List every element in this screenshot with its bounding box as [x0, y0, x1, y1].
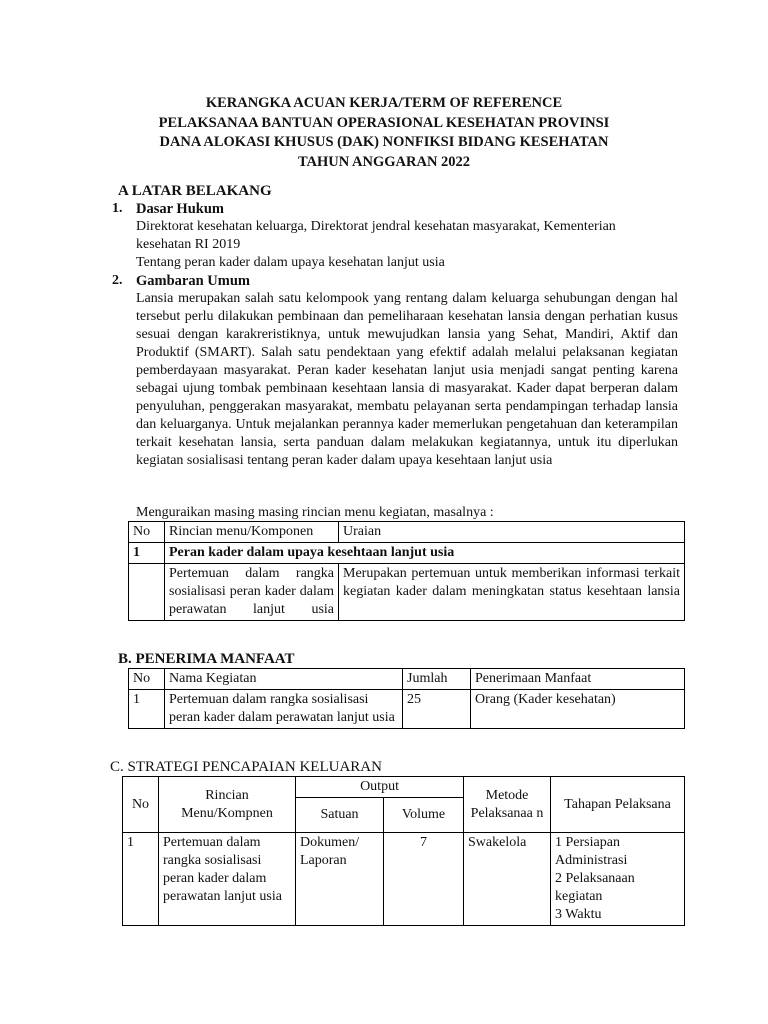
document-title — [0, 94, 768, 172]
item-2-heading: Gambaran Umum — [136, 273, 250, 289]
table-row — [129, 564, 685, 621]
header-no: No — [129, 669, 165, 690]
row-beneficiary: Orang (Kader kesehatan) — [471, 690, 685, 729]
table-row — [123, 833, 685, 926]
header-component: Rincian Menu/Kompnen — [159, 777, 296, 833]
header-activity: Nama Kegiatan — [165, 669, 403, 690]
item-1-number: 1. — [112, 201, 123, 216]
header-no: No — [129, 522, 165, 543]
table-group-row — [129, 543, 685, 564]
title-line-2: PELAKSANAA BANTUAN OPERASIONAL KESEHATAN PROVINSI — [158, 114, 610, 131]
item-1-heading: Dasar Hukum — [136, 201, 224, 217]
beneficiary-table — [128, 668, 685, 729]
table-header-row — [129, 522, 685, 543]
header-beneficiary: Penerimaan Manfaat — [471, 669, 685, 690]
row-activity: Pertemuan dalam rangka sosialisasi peran kader dalam perawatan lanjut usia — [165, 690, 403, 729]
title-line-1: KERANGKA ACUAN KERJA/TERM OF REFERENCE — [205, 95, 563, 111]
stage-line: 3 Waktu — [555, 907, 602, 922]
stage-line: 2 Pelaksanaan — [555, 871, 635, 886]
strategy-table — [122, 776, 685, 926]
legal-basis-line-1: Direktorat kesehatan keluarga, Direktorat jendral kesehatan masyarakat, Kementerian — [136, 219, 616, 234]
row-volume: 7 — [384, 833, 464, 926]
title-line-4: TAHUN ANGGARAN 2022 — [297, 153, 471, 170]
group-title: Peran kader dalam upaya kesehtaan lanjut usia — [165, 543, 685, 564]
header-method: Metode Pelaksanaa n — [464, 777, 551, 833]
header-output: Output — [296, 777, 464, 798]
row-stages — [551, 833, 685, 926]
row-component: Pertemuan dalam rangka sosialisasi peran kader dalam perawatan lanjut usia — [159, 833, 296, 926]
header-volume: Volume — [384, 798, 464, 833]
component-table — [128, 521, 685, 621]
stage-line: 1 Persiapan — [555, 835, 620, 850]
row-unit: Dokumen/ Laporan — [296, 833, 384, 926]
header-stages: Tahapan Pelaksana — [551, 777, 685, 833]
table-header-row — [129, 669, 685, 690]
header-no: No — [123, 777, 159, 833]
row-number: 1 — [129, 690, 165, 729]
legal-basis-line-3: Tentang peran kader dalam upaya kesehatan lanjut usia — [136, 255, 445, 270]
section-c-heading: C. STRATEGI PENCAPAIAN KELUARAN — [110, 759, 382, 775]
title-line-3: DANA ALOKASI KHUSUS (DAK) NONFIKSI BIDANG KESEHATAN — [159, 134, 609, 150]
general-overview-paragraph: Lansia merupakan salah satu kelompook yang rentang dalam keluarga sehubungan dengan hal tersebut perlu dilakukan pembinaan dan pemeliharaan kesehatan lansia dengan perhatian kusus sesuai dengan karakreristiknya, untuk mewujudkan lansia yang Sehat, Mandiri, Aktif dan Produktif (SMART). Salah satu pendektaan yang efektif adalah melalui pelaksanan kegiatan pemberdayaan masyarakat. Peran kader kesehatan lanjut usia menjadi sangat penting karena sebagai ujung tombak pembinaan kesehtaan lansia di masyarakat. Kader dapat berperan dalam penyuluhan, penggerakan masyarakat, membatu pelayanan serta pendampingan terhadap lansia dan keluarganya. Untuk mejalankan perannya kader memerlukan pengetahuan dan keterampilan terkait kesehatan lansia, serta panduan dalam melakukan kegiatannya, untuk itu diperlukan kegiatan sosialisasi tentang peran kader dalam upaya kesehtaan lanjut usia — [136, 291, 678, 468]
row-method: Swakelola — [464, 833, 551, 926]
stage-line: Administrasi — [555, 853, 628, 868]
table-header-row — [123, 777, 685, 798]
stage-line: kegiatan — [555, 889, 603, 904]
row-number: 1 — [123, 833, 159, 926]
header-amount: Jumlah — [403, 669, 471, 690]
table-row — [129, 690, 685, 729]
section-b-heading: B. PENERIMA MANFAAT — [118, 651, 295, 667]
row-component: Pertemuan dalam rangka sosialisasi peran kader dalam perawatan lanjut usia — [165, 564, 339, 621]
table-intro-text: Menguraikan masing masing rincian menu kegiatan, masalnya : — [136, 505, 494, 520]
item-2-number: 2. — [112, 273, 123, 288]
row-description: Merupakan pertemuan untuk memberikan informasi terkait kegiatan kader dalam meningkatan status kesehtaan lansia — [339, 564, 685, 621]
legal-basis-line-2: kesehatan RI 2019 — [136, 237, 241, 252]
section-a-heading: A LATAR BELAKANG — [118, 183, 272, 199]
row-amount: 25 — [403, 690, 471, 729]
header-unit: Satuan — [296, 798, 384, 833]
header-description: Uraian — [339, 522, 685, 543]
group-number: 1 — [129, 543, 165, 564]
header-component: Rincian menu/Komponen — [165, 522, 339, 543]
row-number-cell — [129, 564, 165, 621]
